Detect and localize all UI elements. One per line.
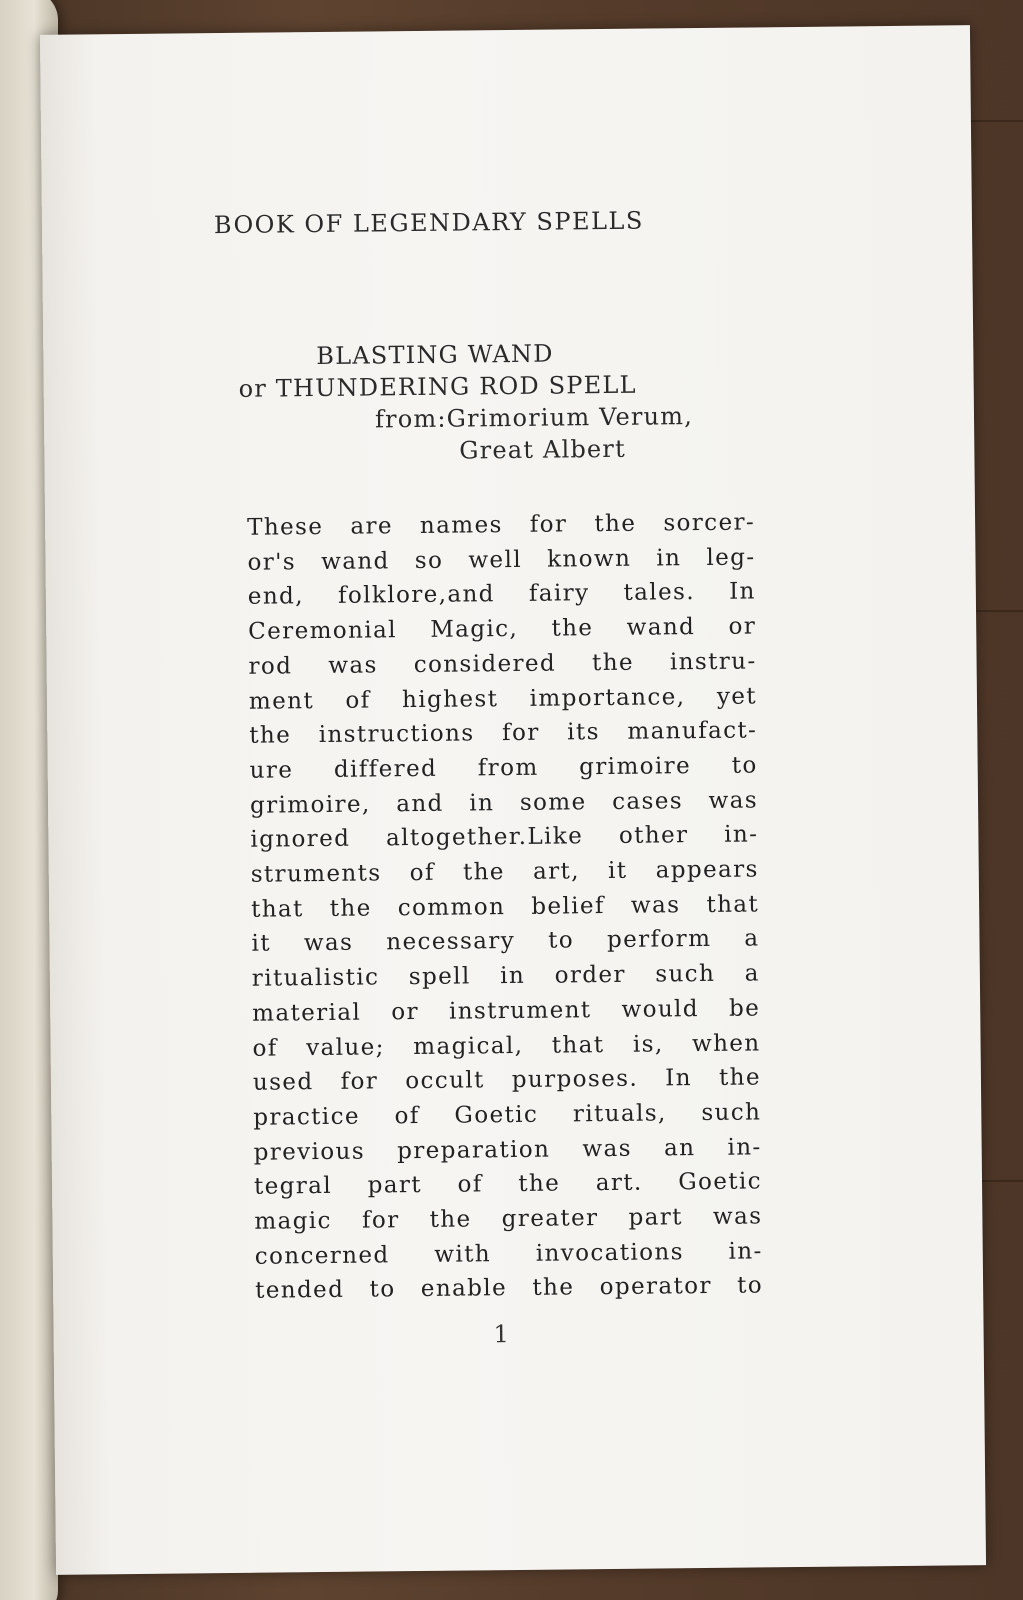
body-line: Ceremonial Magic, the wand or bbox=[248, 613, 757, 645]
body-line: ignored altogether.Like other in- bbox=[250, 821, 759, 854]
source-line-2: Great Albert bbox=[459, 434, 627, 465]
body-line: ment of highest importance, yet bbox=[248, 682, 758, 715]
book-page bbox=[40, 25, 986, 1575]
body-line: material or instrument would be bbox=[252, 995, 761, 1027]
body-line: concerned with invocations in- bbox=[254, 1238, 763, 1270]
body-line: struments of the art, it appears bbox=[250, 856, 759, 888]
body-line: rod was considered the instru- bbox=[248, 648, 757, 680]
body-line: ure differed from grimoire to bbox=[249, 752, 758, 784]
body-line: tended to enable the operator to bbox=[254, 1272, 764, 1305]
body-line: These are names for the sorcer- bbox=[246, 509, 756, 541]
body-line: ritualistic spell in order such a bbox=[251, 960, 760, 992]
running-head: BOOK OF LEGENDARY SPELLS bbox=[213, 206, 644, 240]
body-line: or's wand so well known in leg- bbox=[247, 544, 756, 576]
body-line: of value; magical, that is, when bbox=[252, 1029, 761, 1062]
body-line: it was necessary to perform a bbox=[251, 925, 760, 958]
source-line-1: from:Grimorium Verum, bbox=[374, 402, 694, 434]
body-line: magic for the greater part was bbox=[254, 1203, 763, 1235]
body-line: previous preparation was an in- bbox=[253, 1134, 762, 1166]
body-line: tegral part of the art. Goetic bbox=[253, 1168, 763, 1201]
page-number: 1 bbox=[493, 1320, 510, 1349]
body-line: the instructions for its manufact- bbox=[249, 717, 758, 749]
body-line: practice of Goetic rituals, such bbox=[253, 1099, 762, 1131]
body-line: grimoire, and in some cases was bbox=[249, 787, 759, 819]
body-line: used for occult purposes. In the bbox=[252, 1064, 762, 1096]
spell-title-line-2: or THUNDERING ROD SPELL bbox=[238, 370, 637, 403]
body-line: that the common belief was that bbox=[250, 891, 760, 923]
body-text bbox=[247, 505, 775, 1309]
spell-title-line-1: BLASTING WAND bbox=[316, 339, 554, 371]
body-line: end, folklore,and fairy tales. In bbox=[247, 578, 756, 611]
spell-title-block bbox=[238, 336, 693, 469]
